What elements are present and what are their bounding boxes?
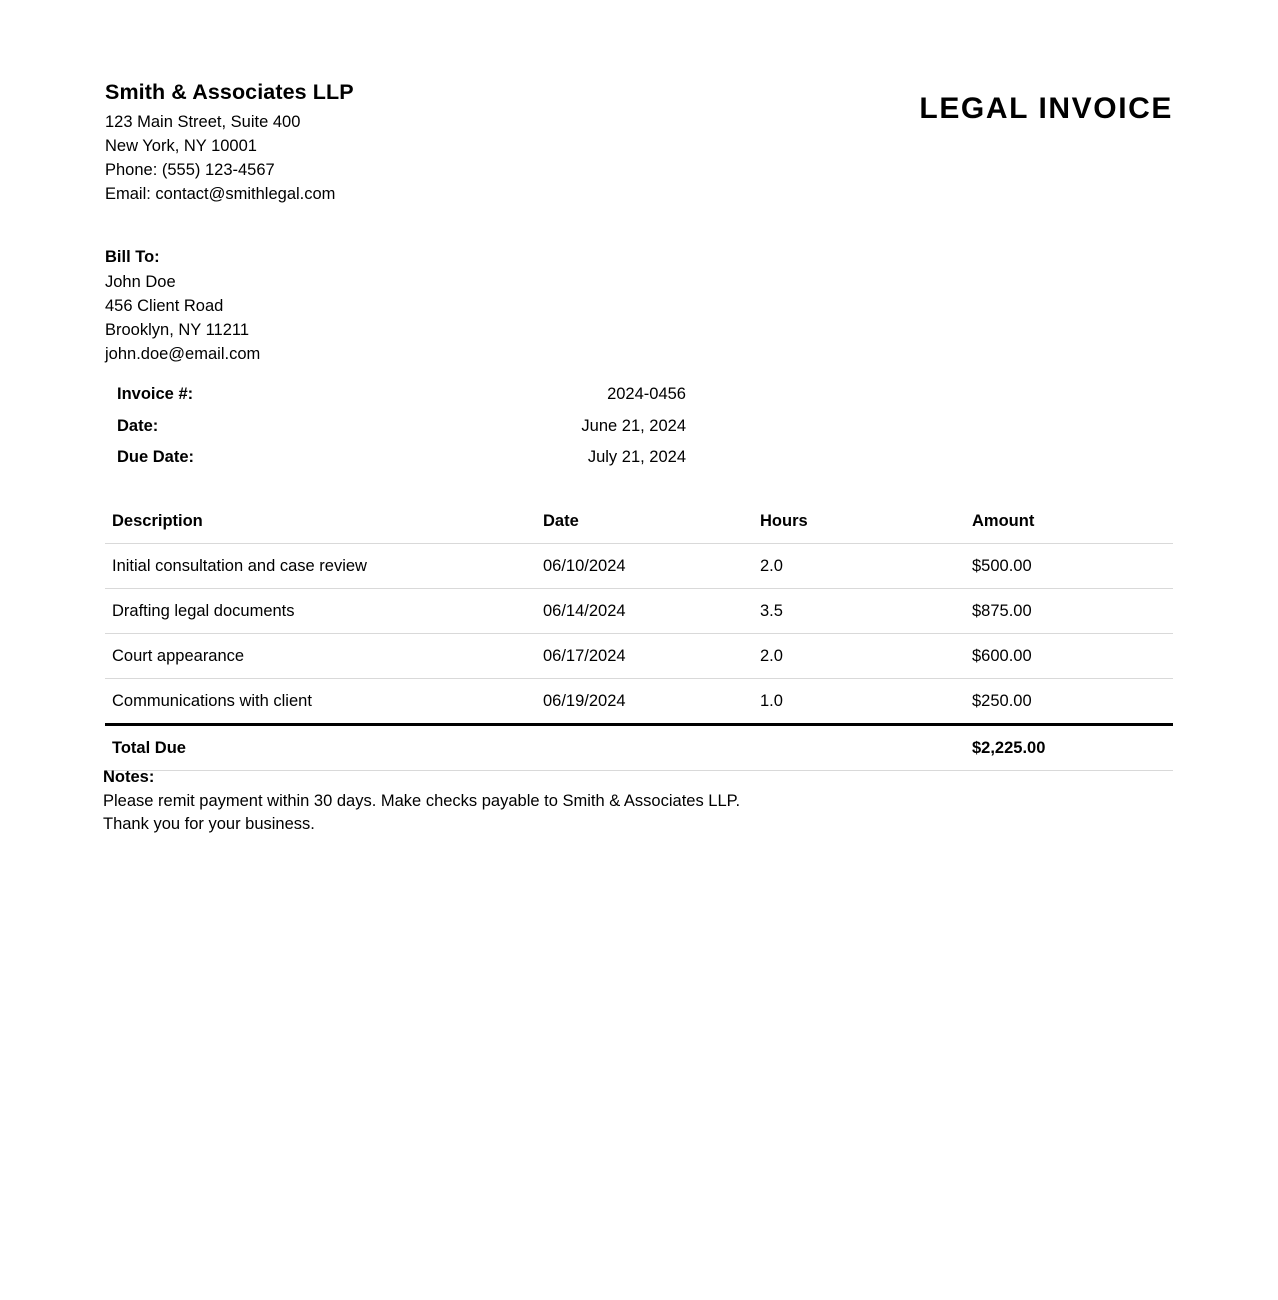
column-header-amount: Amount <box>965 512 1173 544</box>
meta-label-date: Date: <box>117 416 159 435</box>
total-due-hours-spacer <box>753 725 965 771</box>
cell-hours: 2.0 <box>753 544 965 589</box>
meta-value-due-date: July 21, 2024 <box>587 448 686 466</box>
table-row <box>105 679 1173 725</box>
cell-amount: $600.00 <box>965 634 1173 679</box>
cell-description: Drafting legal documents <box>105 589 536 634</box>
meta-value-date: June 21, 2024 <box>581 416 686 435</box>
cell-date: 06/14/2024 <box>536 589 753 634</box>
meta-row-invoice-number <box>117 385 686 417</box>
cell-amount: $875.00 <box>965 589 1173 634</box>
cell-date: 06/17/2024 <box>536 634 753 679</box>
cell-amount: $250.00 <box>965 679 1173 725</box>
column-header-description: Description <box>105 512 536 544</box>
notes-line-2: Thank you for your business. <box>103 815 315 833</box>
total-due-label: Total Due <box>105 725 536 771</box>
invoice-header <box>105 78 1173 218</box>
notes-label: Notes: <box>103 768 155 786</box>
table-row <box>105 589 1173 634</box>
table-header-row <box>105 512 1173 544</box>
cell-description: Initial consultation and case review <box>105 544 536 589</box>
cell-date: 06/19/2024 <box>536 679 753 725</box>
column-header-date: Date <box>536 512 753 544</box>
total-due-row <box>105 725 1173 771</box>
cell-description: Communications with client <box>105 679 536 725</box>
firm-info-block <box>105 78 745 206</box>
page-title: LEGAL INVOICE <box>919 92 1173 125</box>
total-due-date-spacer <box>536 725 753 771</box>
meta-label-due-date: Due Date: <box>117 448 195 466</box>
notes-block <box>103 766 903 836</box>
meta-label-invoice-number: Invoice #: <box>117 385 194 403</box>
client-address-line-1: 456 Client Road <box>105 297 224 315</box>
bill-to-block <box>105 245 745 366</box>
firm-email: Email: contact@smithlegal.com <box>105 185 336 203</box>
meta-row-date <box>117 417 686 449</box>
firm-phone: Phone: (555) 123-4567 <box>105 161 275 179</box>
notes-line-1: Please remit payment within 30 days. Make checks payable to Smith & Associates LLP. <box>103 792 741 810</box>
table-row <box>105 544 1173 589</box>
cell-hours: 1.0 <box>753 679 965 725</box>
line-items-table <box>105 512 1173 771</box>
table-row <box>105 634 1173 679</box>
firm-address-line-1: 123 Main Street, Suite 400 <box>105 113 301 131</box>
firm-name: Smith & Associates LLP <box>105 80 354 104</box>
column-header-hours: Hours <box>753 512 965 544</box>
firm-address-line-2: New York, NY 10001 <box>105 137 257 155</box>
cell-date: 06/10/2024 <box>536 544 753 589</box>
cell-hours: 2.0 <box>753 634 965 679</box>
client-email: john.doe@email.com <box>105 345 261 363</box>
cell-description: Court appearance <box>105 634 536 679</box>
client-name: John Doe <box>105 273 176 291</box>
cell-hours: 3.5 <box>753 589 965 634</box>
total-due-amount: $2,225.00 <box>965 725 1173 771</box>
client-address-line-2: Brooklyn, NY 11211 <box>105 321 250 339</box>
invoice-meta <box>117 385 686 480</box>
meta-value-invoice-number: 2024-0456 <box>607 385 686 403</box>
meta-row-due-date <box>117 448 686 480</box>
bill-to-label: Bill To: <box>105 248 160 266</box>
cell-amount: $500.00 <box>965 544 1173 589</box>
